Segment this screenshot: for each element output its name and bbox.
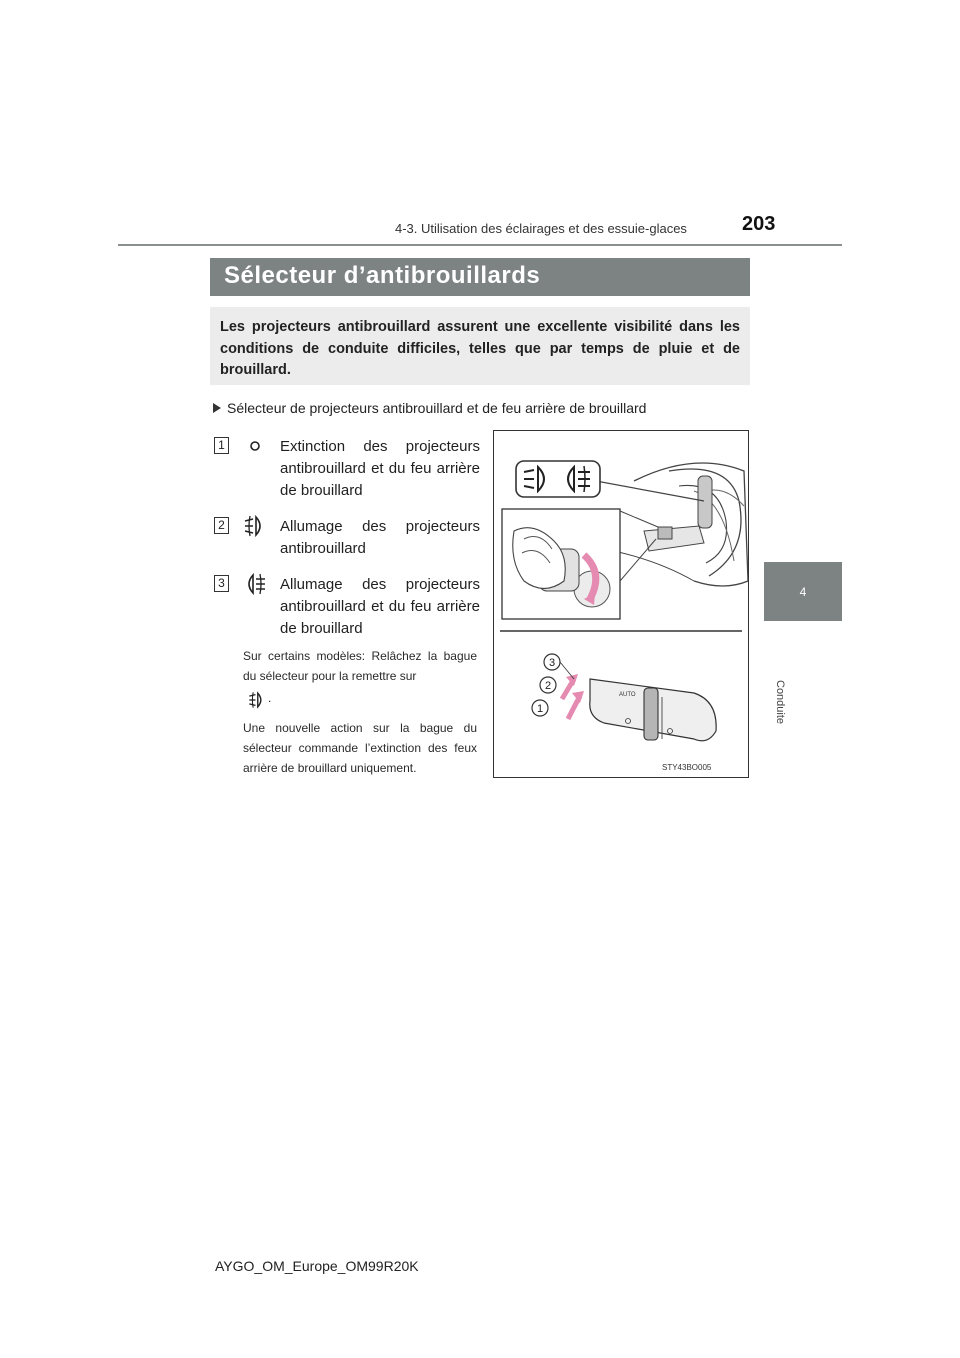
chapter-label-container bbox=[774, 630, 802, 725]
callout-3: 3 bbox=[548, 657, 556, 669]
figure-code: STY43BO005 bbox=[662, 763, 712, 772]
item-text-1: Extinction des projecteurs antibrouillard et du feu arrière de brouillard bbox=[280, 438, 480, 499]
intro-box bbox=[210, 307, 750, 385]
item-number-3: 3 bbox=[214, 575, 229, 592]
chapter-number: 4 bbox=[799, 584, 807, 599]
intro-text: Les projecteurs antibrouillard assurent une excellente visibilité dans les conditions de conduite difficiles, telles que par temps de pluie et de brouillard. bbox=[220, 319, 740, 378]
callout-2: 2 bbox=[544, 680, 552, 692]
section-title-bar bbox=[210, 258, 750, 296]
page-title: Sélecteur d’antibrouillards bbox=[224, 262, 541, 289]
item-text-3: Allumage des projecteurs antibrouillard et du feu arrière de brouillard bbox=[280, 576, 480, 637]
note-2: Une nouvelle action sur la bague du sélecteur commande l’extinction des feux arrière de brouillard uniquement. bbox=[243, 721, 477, 775]
header-divider bbox=[118, 244, 842, 246]
chapter-tab bbox=[764, 562, 842, 621]
subheading bbox=[213, 400, 646, 416]
item-number-1: 1 bbox=[214, 437, 229, 454]
section-title: 4-3. Utilisation des éclairages et des essuie-glaces bbox=[395, 221, 687, 236]
auto-switch-label: AUTO bbox=[619, 692, 636, 698]
subheading-text: Sélecteur de projecteurs antibrouillard et de feu arrière de brouillard bbox=[227, 400, 647, 416]
chapter-label: Conduite bbox=[774, 680, 786, 725]
callout-1: 1 bbox=[536, 703, 544, 715]
front-fog-light-icon bbox=[241, 513, 269, 539]
document-id: AYGO_OM_Europe_OM99R20K bbox=[215, 1258, 419, 1274]
off-circle-icon bbox=[241, 433, 269, 459]
note-1: Sur certains modèles: Relâchez la bague du sélecteur pour la remettre sur bbox=[243, 649, 477, 683]
rear-fog-light-icon bbox=[241, 571, 269, 597]
switch-diagram bbox=[494, 431, 748, 777]
item-text-2: Allumage des projecteurs antibrouillard bbox=[280, 518, 480, 557]
triangle-bullet-icon bbox=[213, 403, 221, 413]
item-number-2: 2 bbox=[214, 517, 229, 534]
fog-light-switch-illustration bbox=[493, 430, 749, 778]
note-1-suffix: . bbox=[268, 691, 272, 705]
front-fog-light-icon bbox=[246, 690, 268, 710]
page-number: 203 bbox=[742, 213, 776, 235]
